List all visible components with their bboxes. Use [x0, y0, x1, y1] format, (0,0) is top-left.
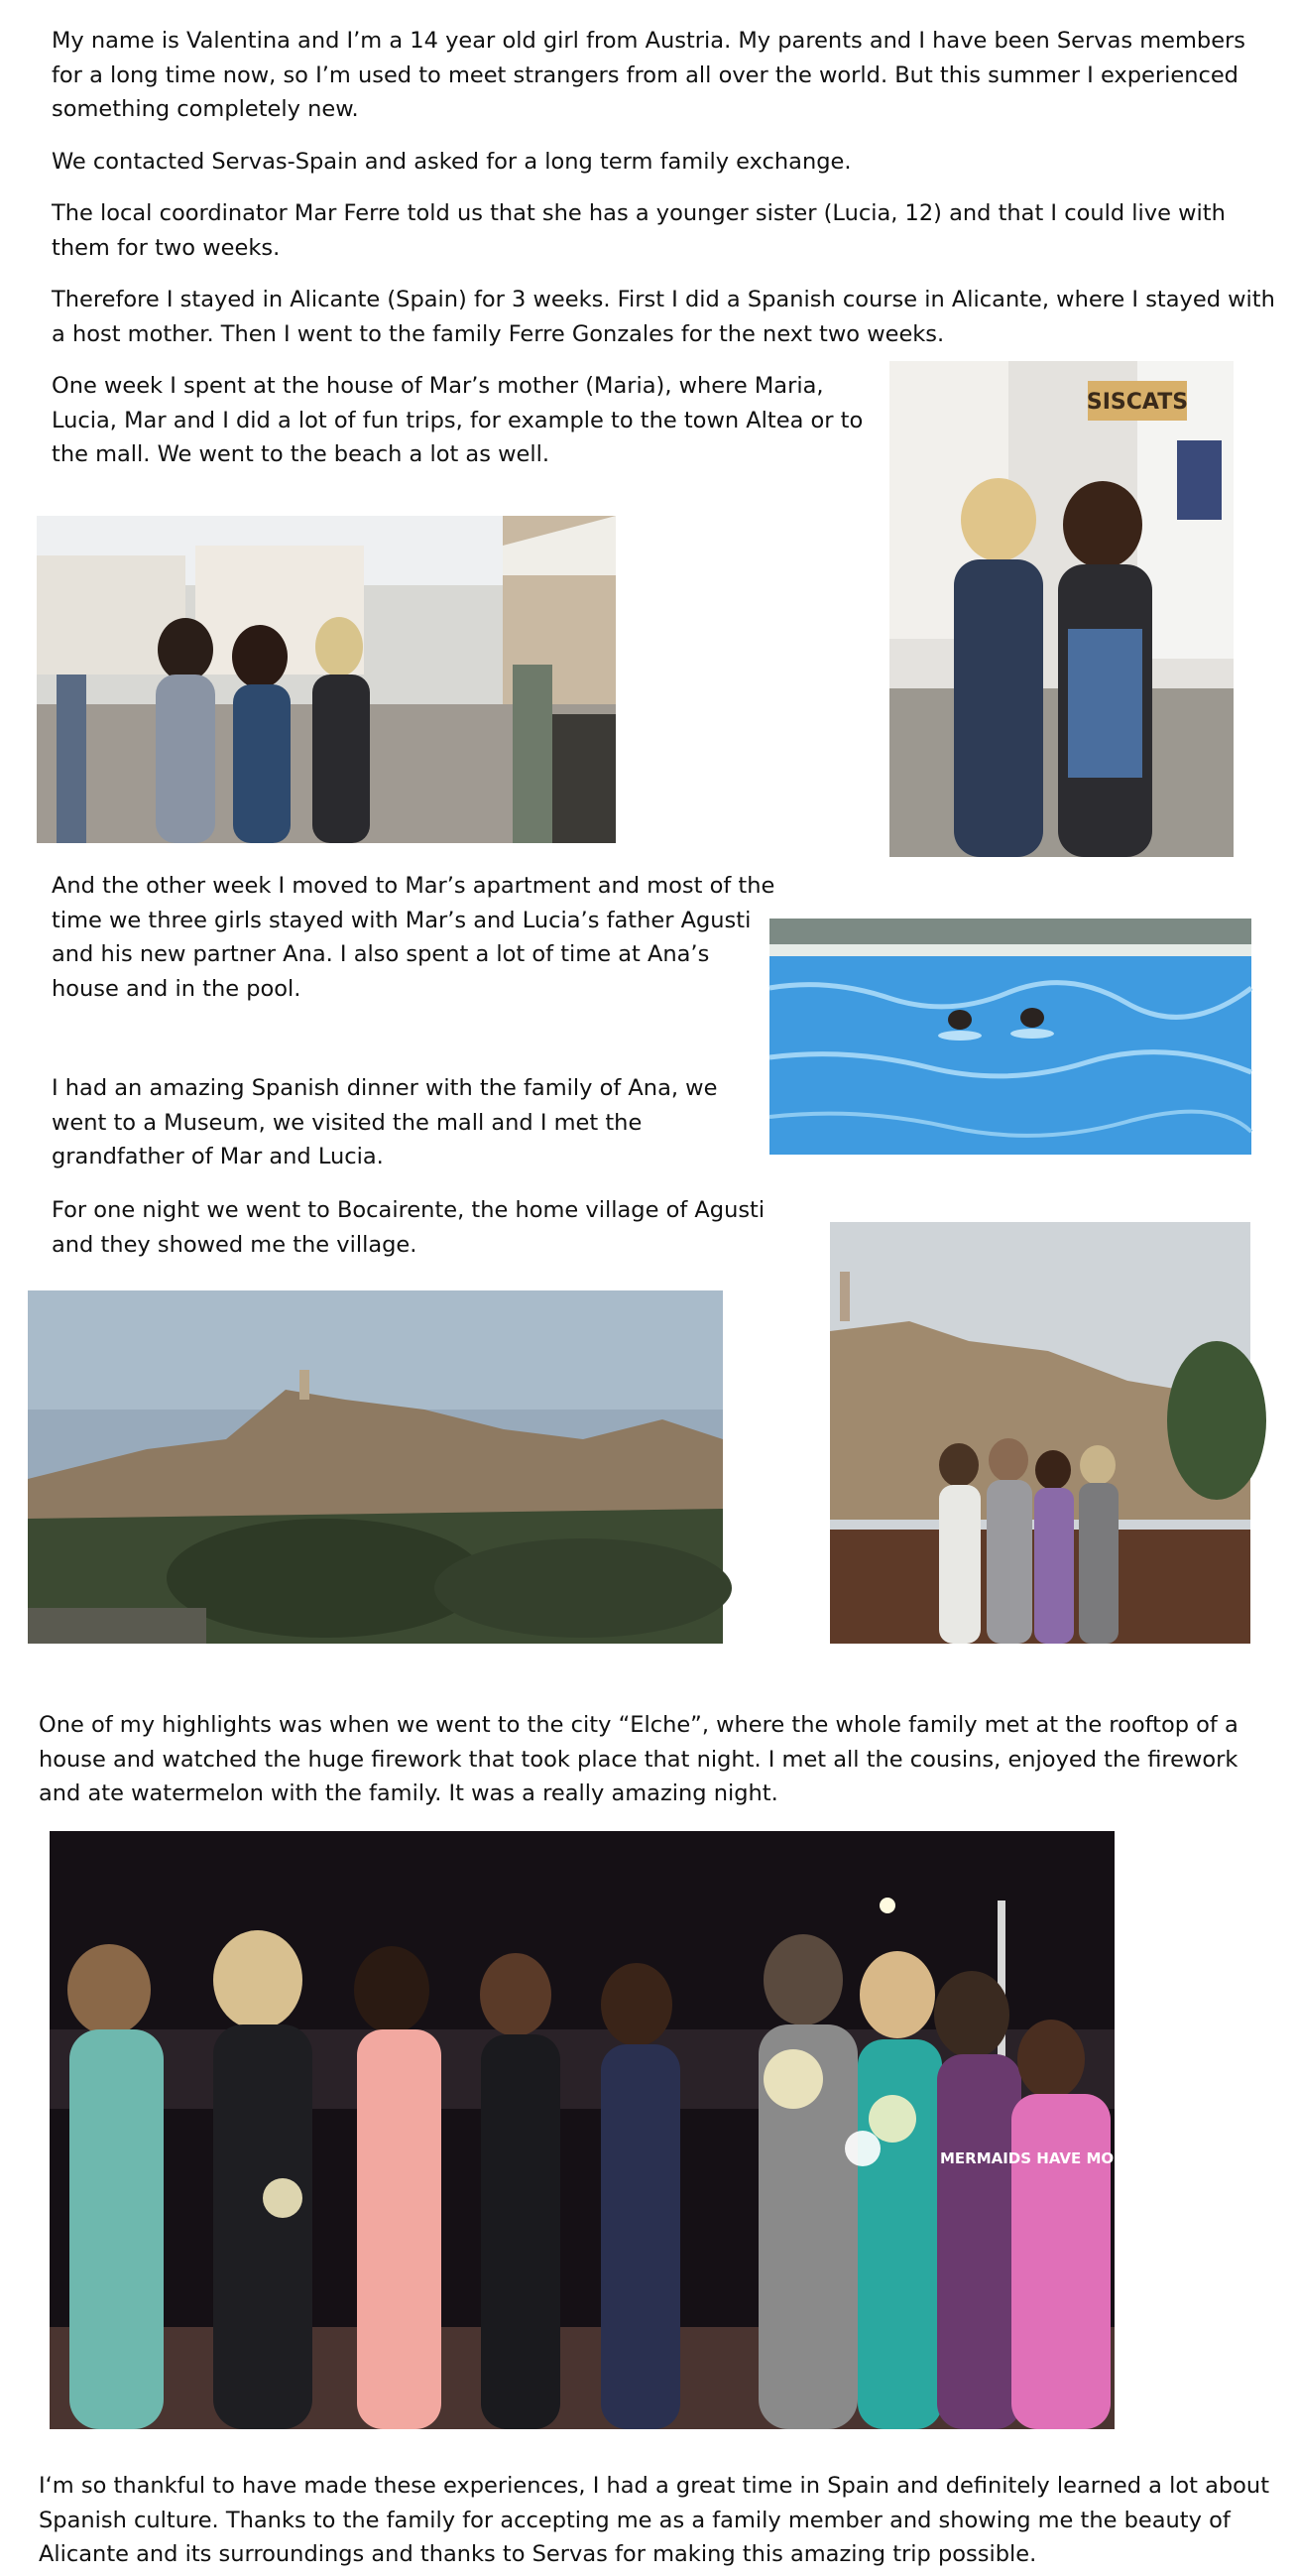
contact-paragraph: We contacted Servas-Spain and asked for a long term family exchange. [52, 149, 852, 175]
photo-pool-swimming [769, 919, 1251, 1155]
party-shirt-text: MERMAIDS HAVE MORE FUN! [939, 2149, 1183, 2167]
closing-paragraph: I‘m so thankful to have made these experiences, I had a great time in Spain and definitely learned a lot about Spanish culture. Thanks to the family for accepting me as a family member and showing me the beauty of Alicante and its surroundings and thanks to Servas for making this amazing trip possible. [39, 2473, 1270, 2567]
bocairente-paragraph: For one night we went to Bocairente, the home village of Agusti and they showed me the village. [52, 1197, 766, 1258]
photo-family-bocairente [830, 1222, 1250, 1644]
elche-paragraph: One of my highlights was when we went to the city “Elche”, where the whole family met at the rooftop of a house and watched the huge firework that took place that night. I met all the cousins, enjoyed the firework and ate watermelon with the family. It was a really amazing night. [39, 1712, 1238, 1806]
photo-two-girls-altea-alley [889, 361, 1234, 857]
siscats-sign-text: SISCATS [1086, 390, 1189, 415]
coordinator-paragraph: The local coordinator Mar Ferre told us that she has a younger sister (Lucia, 12) and that I could live with them for two weeks. [52, 200, 1226, 261]
photo-three-girls-altea-square [37, 516, 616, 843]
intro-paragraph: My name is Valentina and I’m a 14 year old girl from Austria. My parents and I have been Servas members for a long time now, so I’m used to meet strangers from all over the world. But this summer I experienced something completely new. [52, 28, 1246, 122]
alicante-paragraph: Therefore I stayed in Alicante (Spain) for 3 weeks. First I did a Spanish course in Alicante, where I stayed with a host mother. Then I went to the family Ferre Gonzales for the next two weeks. [52, 287, 1275, 347]
dinner-paragraph: I had an amazing Spanish dinner with the family of Ana, we went to a Museum, we visited the mall and I met the grandfather of Mar and Lucia. [52, 1075, 718, 1169]
photo-bocairente-village [28, 1290, 723, 1644]
week-one-paragraph: One week I spent at the house of Mar’s mother (Maria), where Maria, Lucia, Mar and I did a lot of fun trips, for example to the town Altea or to the mall. We went to the beach a lot as well. [52, 373, 864, 467]
photo-family-sparklers-night [50, 1831, 1183, 2429]
week-two-paragraph: And the other week I moved to Mar’s apartment and most of the time we three girls stayed with Mar’s and Lucia’s father Agusti and his new partner Ana. I also spent a lot of time at Ana’s house and in the pool. [52, 873, 775, 1002]
